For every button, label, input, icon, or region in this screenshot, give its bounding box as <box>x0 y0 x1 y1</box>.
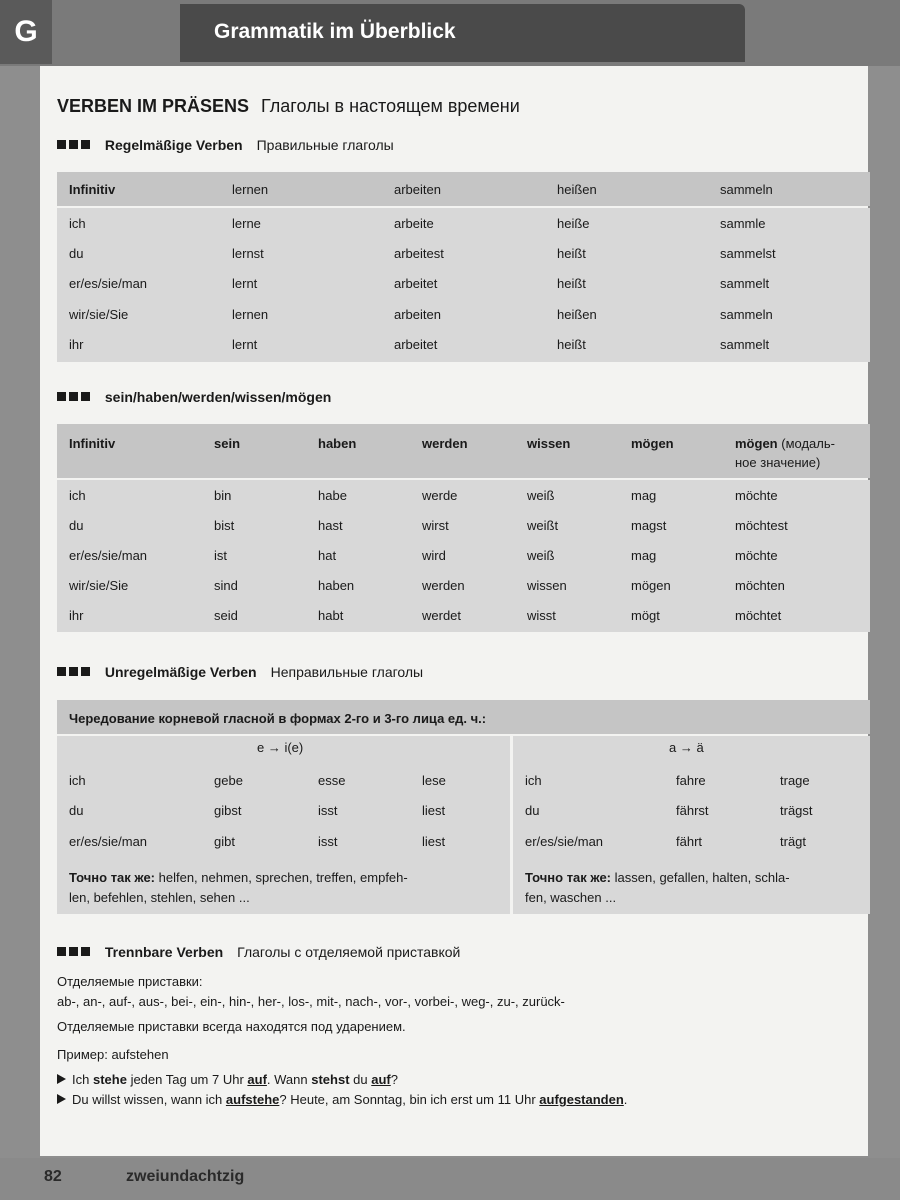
irregular-left-panel: e → i(e) ich gebe esse lese du gibst isst liest er/es/sie/man gibt isst liest Точно так же: helfen, nehmen, sprechen, treffen, empfeh- len, befehlen, stehlen, sehen ... <box>57 736 510 914</box>
regular-table-header: Infinitiv lernen arbeiten heißen sammeln <box>57 172 870 206</box>
main-heading-de: VERBEN IM PRÄSENS <box>57 96 250 116</box>
page-title: Grammatik im Überblick <box>214 20 456 43</box>
irregular-right-panel: a → ä ich fahre trage du fährst trägst er/es/sie/man fährt trägt Точно так же: lassen, gefallen, halten, schla- fen, waschen ... <box>513 736 870 914</box>
section-irregular-heading: Unregelmäßige Verben Неправильные глаголы <box>57 664 423 680</box>
section-modal-heading: sein/haben/werden/wissen/mögen <box>57 389 331 405</box>
chapter-badge: G <box>0 0 52 64</box>
example-sentence-1: Ich stehe jeden Tag um 7 Uhr auf. Wann stehst du auf? <box>57 1070 398 1090</box>
arrow-right-icon <box>57 1094 66 1104</box>
title-tab <box>180 4 745 62</box>
main-heading-ru: Глаголы в настоящем времени <box>261 96 520 116</box>
modal-table-header: Infinitiv sein haben werden wissen mögen mögen (модаль- ное значение) <box>57 424 870 478</box>
irregular-table-title-bar: Чередование корневой гласной в формах 2-го и 3-го лица ед. ч.: <box>57 700 870 734</box>
modal-table-body: ich bin habe werde weiß mag möchte du bist hast wirst weißt magst möchtest er/es/sie/man ist hat wird weiß mag möchte wir/sie/Sie sind haben werden wissen mögen möchten ihr seid habt werdet wisst mögt möchtet <box>57 480 870 632</box>
section-regular-heading: Regelmäßige Verben Правильные глаголы <box>57 137 394 153</box>
regular-table-body: ich lerne arbeite heiße sammle du lernst arbeitest heißt sammelst er/es/sie/man lernt arbeitet heißt sammelt wir/sie/Sie lernen arbeiten heißen sammeln ihr lernt arbeitet heißt sammelt <box>57 208 870 362</box>
section-separable-heading: Trennbare Verben Глаголы с отделяемой приставкой <box>57 944 460 960</box>
main-heading <box>57 96 520 117</box>
example-sentence-2: Du willst wissen, wann ich aufstehe? Heute, am Sonntag, bin ich erst um 11 Uhr aufgestanden. <box>57 1090 627 1110</box>
arrow-right-icon <box>57 1074 66 1084</box>
prefixes-label: Отделяемые приставки: <box>57 974 203 989</box>
page-number: 82 <box>44 1168 62 1185</box>
stress-note: Отделяемые приставки всегда находятся под ударением. <box>57 1019 406 1034</box>
page-number-word: zweiundachtzig <box>126 1168 245 1185</box>
prefixes-list: ab-, an-, auf-, aus-, bei-, ein-, hin-, her-, los-, mit-, nach-, vor-, vorbei-, weg-, zu-, zurück- <box>57 994 565 1009</box>
example-label: Пример: aufstehen <box>57 1047 169 1062</box>
